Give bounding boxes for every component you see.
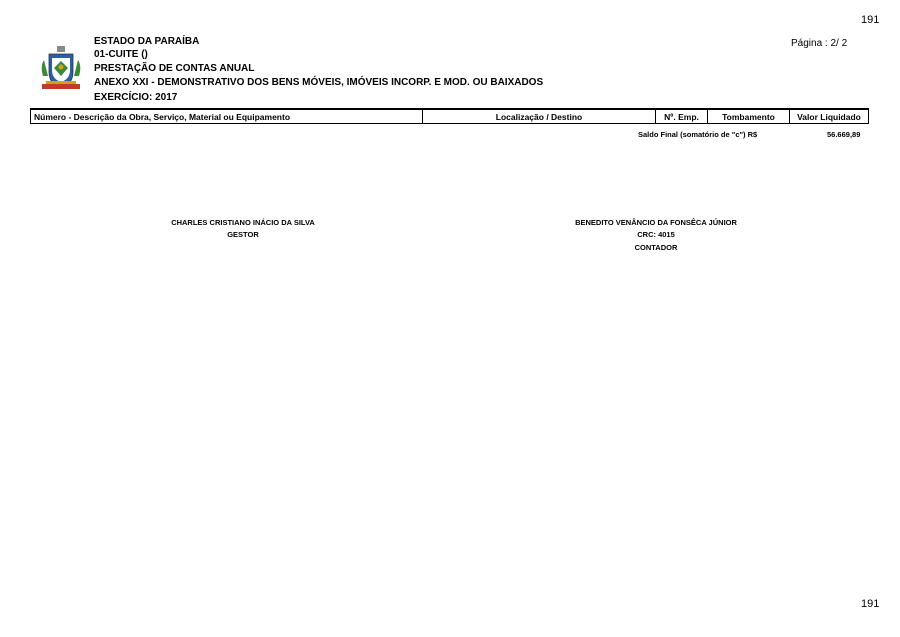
column-tombamento: Tombamento — [708, 110, 790, 123]
saldo-final-value: 56.669,89 — [827, 130, 861, 139]
table-header — [30, 108, 869, 124]
column-valor-liquidado: Valor Liquidado — [797, 111, 861, 122]
signatory-contador-name: BENEDITO VENÂNCIO DA FONSÊCA JÚNIOR — [575, 218, 737, 227]
signatory-gestor-name: CHARLES CRISTIANO INÁCIO DA SILVA — [171, 218, 315, 227]
saldo-final-label: Saldo Final (somatório de "c") R$ — [638, 130, 758, 139]
header-entity: 01-CUITE () — [94, 49, 148, 60]
signatory-contador-role: CONTADOR — [634, 243, 678, 252]
column-location: Localização / Destino — [423, 110, 656, 123]
signatory-gestor-role: GESTOR — [227, 230, 259, 239]
column-description: Número - Descrição da Obra, Serviço, Material ou Equipamento — [31, 110, 423, 123]
header-report: PRESTAÇÃO DE CONTAS ANUAL — [94, 63, 255, 74]
header-state: ESTADO DA PARAÍBA — [94, 36, 200, 47]
signatory-contador-crc: CRC: 4015 — [637, 230, 675, 239]
header-annex: ANEXO XXI - DEMONSTRATIVO DOS BENS MÓVEIS, IMÓVEIS INCORP. E MOD. OU BAIXADOS — [94, 77, 544, 88]
header-year: EXERCÍCIO: 2017 — [94, 92, 178, 103]
column-emp-number: Nº. Emp. — [656, 110, 708, 123]
page-number-bottom: 191 — [861, 598, 880, 610]
pagination: Página : 2/ 2 — [791, 38, 848, 49]
coat-of-arms-icon — [40, 46, 82, 92]
page-number-top: 191 — [861, 14, 880, 26]
state-coat-of-arms — [40, 46, 82, 92]
